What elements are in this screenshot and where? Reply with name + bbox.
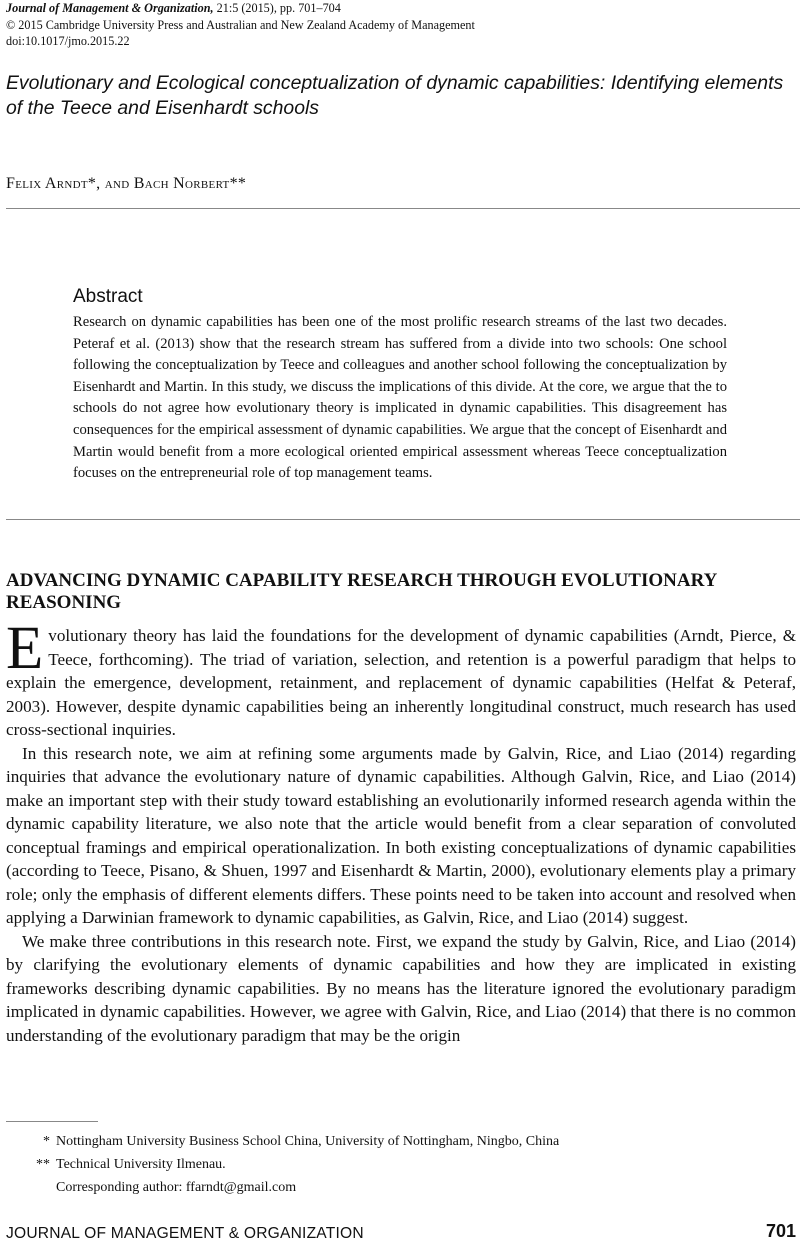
- footnotes: [6, 1130, 796, 1199]
- footnote-2: [6, 1153, 796, 1176]
- abstract-heading: Abstract: [73, 286, 143, 307]
- divider-top: [6, 208, 800, 209]
- paragraph-1-text: volutionary theory has laid the foundations for the development of dynamic capabilities (Arndt, Pierce, & Teece, forthcoming). The triad of variation, selection, and retention is a powerful paradigm that helps to explain the emergence, development, retainment, and replacement of dynamic capabilities (Helfat & Peteraf, 2003). However, despite dynamic capabilities being an inherently longitudinal construct, much research has used cross-sectional inquiries.: [6, 626, 796, 739]
- footnote-mark: **: [36, 1157, 50, 1172]
- footnote-text: Nottingham University Business School China, University of Nottingham, Ningbo, China: [56, 1134, 560, 1149]
- paragraph-2: In this research note, we aim at refining some arguments made by Galvin, Rice, and Liao (2014) regarding inquiries that advance the evolutionary nature of dynamic capabilities. Although Galvin, Rice, and Liao (2014) make an important step with their study toward establishing an evolutionarily informed research agenda within the dynamic capability literature, we also note that the article would benefit from a clear separation of convoluted conceptual framings and empirical operationalization. In both existing conceptualizations of dynamic capabilities (according to Teece, Pisano, & Shuen, 1997 and Eisenhardt & Martin, 2000), evolutionary elements play a primary role; only the emphasis of different elements differs. These points need to be taken into account and resolved when applying a Darwinian framework to dynamic capabilities, as Galvin, Rice, and Liao (2014) suggest.: [6, 743, 796, 927]
- volume-pages: 21:5 (2015), pp. 701–704: [213, 1, 341, 15]
- author-list: Felix Arndt*, and Bach Norbert**: [6, 175, 247, 192]
- journal-header: [6, 0, 475, 50]
- section-heading: ADVANCING DYNAMIC CAPABILITY RESEARCH THROUGH EVOLUTIONARY REASONING: [6, 570, 717, 613]
- paragraph-3: We make three contributions in this research note. First, we expand the study by Galvin, Rice, and Liao (2014) by clarifying the evolutionary elements of dynamic capabilities and how they are implicated in existing frameworks describing dynamic capabilities. By no means has the literature ignored the evolutionary paradigm implicated in dynamic capabilities. However, we agree with Galvin, Rice, and Liao (2014) that there is no common understanding of the evolutionary paradigm that may be the origin: [6, 931, 796, 1045]
- paragraph-1: [6, 615, 796, 742]
- footnote-1: [6, 1130, 796, 1153]
- page-number: 701: [765, 1221, 796, 1241]
- footnote-mark: *: [43, 1134, 50, 1149]
- footer-journal: JOURNAL OF MANAGEMENT & ORGANIZATION: [6, 1225, 364, 1242]
- abstract-text: Research on dynamic capabilities has been one of the most prolific research streams of the last two decades. Peteraf et al. (2013) show that the research stream has suffered from a divide into two schools: One school following the conceptualization by Teece and colleagues and another school following the conceptualization by Eisenhardt and Martin. In this study, we discuss the implications of this divide. At the core, we argue that the to schools do not agree how evolutionary theory is implicated in dynamic capabilities. This disagreement has consequences for the empirical assessment of dynamic capabilities. We argue that the concept of Eisenhardt and Martin would benefit from a more ecological oriented empirical assessment whereas Teece conceptualization focuses on the entrepreneurial role of top management teams.: [73, 314, 727, 482]
- footnote-corresponding: [6, 1176, 796, 1199]
- journal-name: Journal of Management & Organization,: [6, 1, 214, 15]
- article-body: [6, 615, 796, 1047]
- divider-abstract: [6, 519, 800, 520]
- article-title: Evolutionary and Ecological conceptualization of dynamic capabilities: Identifying elements of the Teece and Eisenhardt schools: [6, 72, 784, 119]
- journal-citation: [6, 0, 475, 17]
- doi-line[interactable]: doi:10.1017/jmo.2015.22: [6, 34, 130, 49]
- corresponding-author[interactable]: Corresponding author: ffarndt@gmail.com: [56, 1180, 297, 1195]
- drop-cap: E: [6, 615, 44, 682]
- footnote-divider: [6, 1121, 98, 1122]
- copyright-line: © 2015 Cambridge University Press and Australian and New Zealand Academy of Management: [6, 17, 475, 32]
- footnote-text: Technical University Ilmenau.: [56, 1157, 226, 1172]
